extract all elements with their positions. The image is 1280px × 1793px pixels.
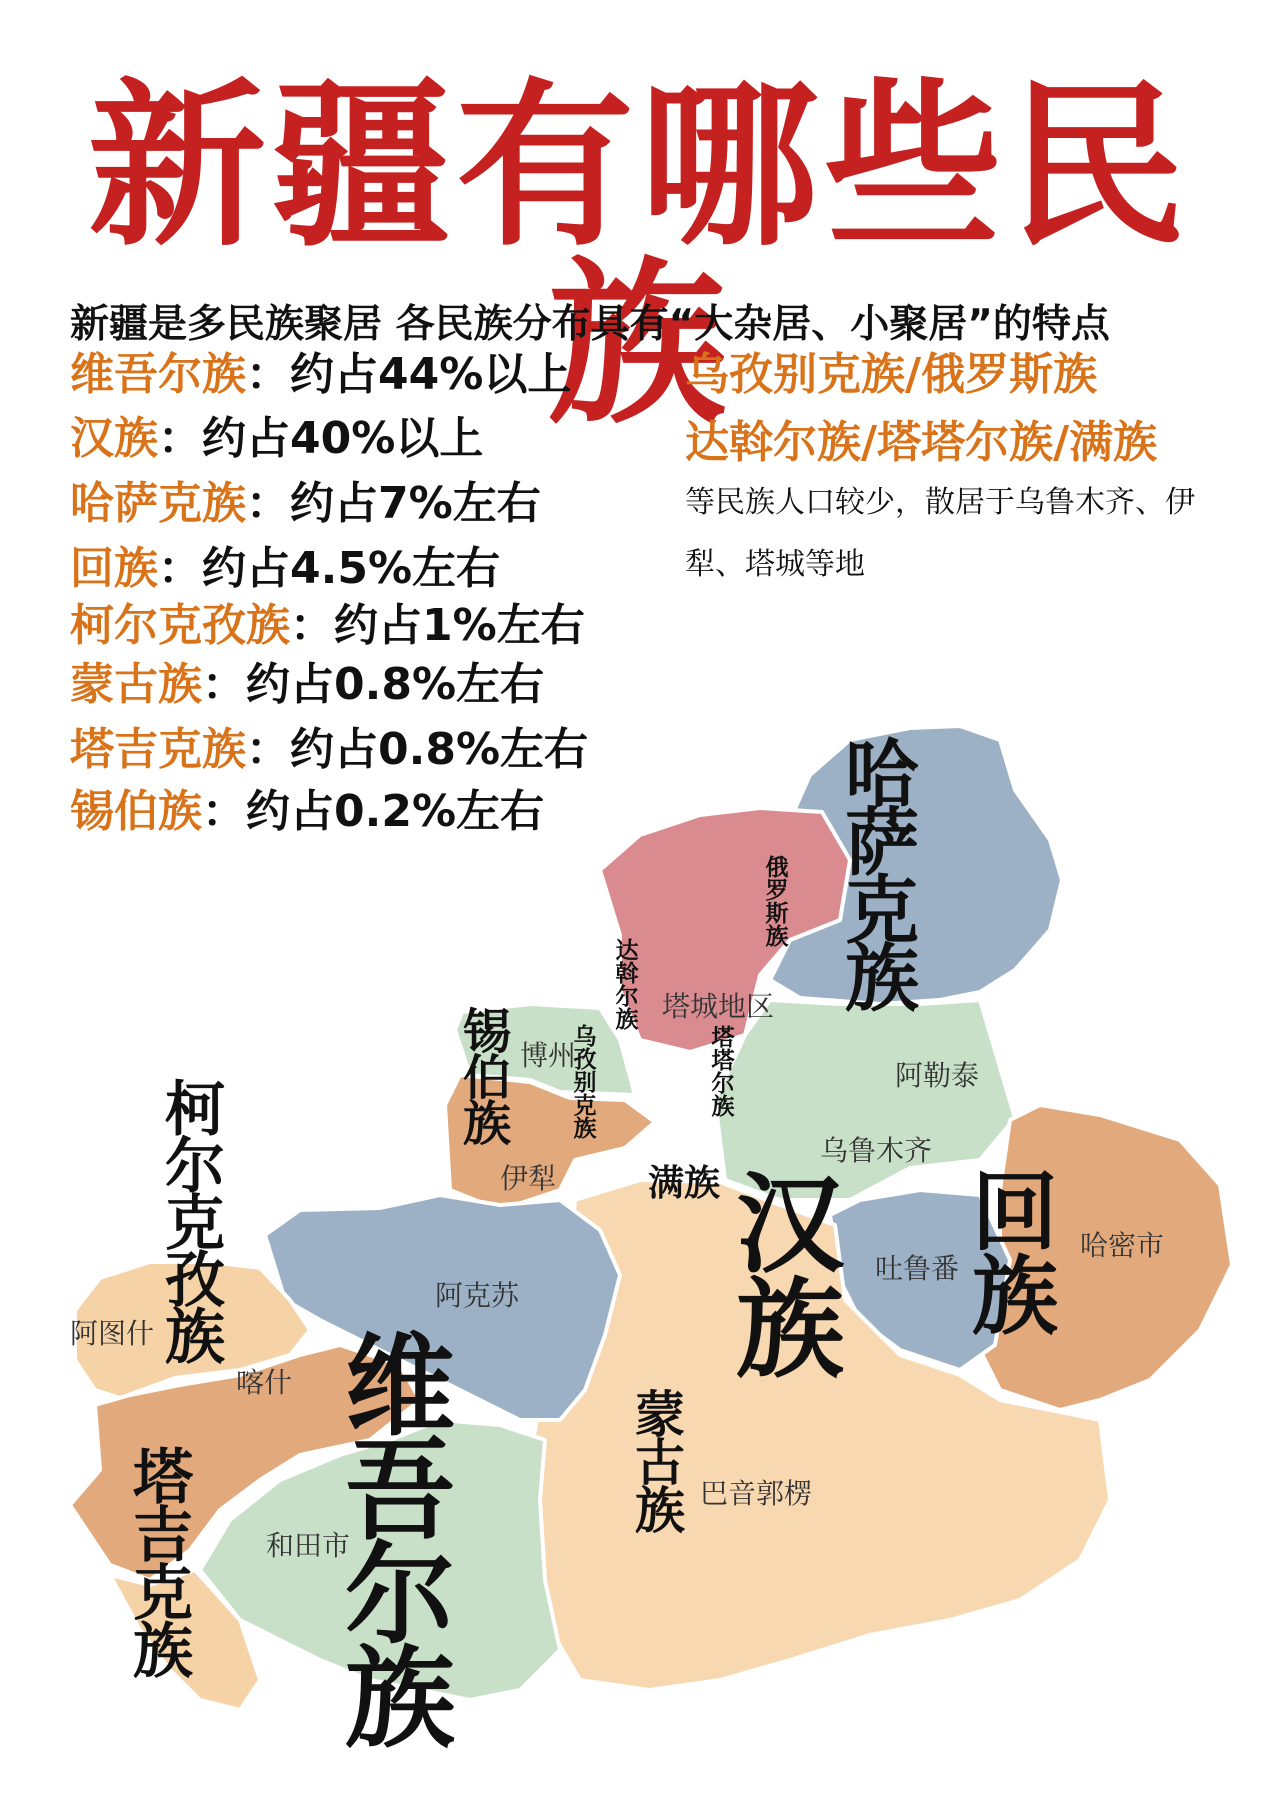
place-bayingol: 巴音郭楞 [700, 1477, 813, 1510]
stat-ethnicity: 柯尔克孜族 [70, 600, 290, 651]
ethnic-label-uzbek: 乌孜别克族 [573, 1024, 597, 1142]
stat-ethnicity: 维吾尔族 [70, 349, 246, 400]
ethnic-label-tatar: 塔塔尔族 [711, 1025, 735, 1120]
stat-ethnicity: 塔吉克族 [70, 724, 246, 775]
stat-value: ：约占7%左右 [246, 478, 541, 529]
place-hami: 哈密市 [1080, 1229, 1165, 1262]
ethnic-label-kyrgyz: 柯尔克孜族 [165, 1075, 225, 1373]
minority-line-1: 乌孜别克族/俄罗斯族 [685, 349, 1098, 400]
ethnic-label-xibe: 锡伯族 [462, 1004, 512, 1152]
place-tacheng: 塔城地区 [662, 990, 775, 1023]
ethnic-label-mongol: 蒙古族 [635, 1386, 685, 1540]
ethnic-label-russian: 俄罗斯族 [765, 855, 789, 950]
stat-ethnicity: 汉族 [70, 413, 158, 464]
ethnic-label-tajik: 塔吉克族 [133, 1443, 193, 1687]
page-subtitle: 新疆是多民族聚居 各民族分布具有“大杂居、小聚居”的特点 [70, 302, 1110, 347]
ethnic-label-manchu: 满族 [648, 1163, 721, 1204]
stat-ethnicity: 蒙古族 [70, 659, 202, 710]
place-aksu: 阿克苏 [435, 1279, 520, 1312]
ethnic-label-han: 汉族 [735, 1163, 845, 1393]
ethnic-label-uyghur: 维吾尔族 [345, 1323, 455, 1763]
stat-value: ：约占1%左右 [290, 600, 585, 651]
stat-value: ：约占44%以上 [246, 349, 572, 400]
stat-ethnicity: 回族 [70, 543, 158, 594]
place-urumqi: 乌鲁木齐 [820, 1134, 933, 1167]
minority-note: 等民族人口较少，散居于乌鲁木齐、伊犁、塔城等地 [685, 485, 1195, 582]
stat-value: ：约占0.2%左右 [202, 786, 545, 837]
stat-ethnicity: 锡伯族 [70, 786, 202, 837]
place-hotan: 和田市 [266, 1529, 351, 1562]
place-yili: 伊犁 [500, 1162, 557, 1195]
place-atushi: 阿图什 [70, 1317, 155, 1350]
page-title: 新疆有哪些民族 [88, 63, 1192, 448]
stat-value: ：约占4.5%左右 [158, 543, 501, 594]
place-turpan: 吐鲁番 [875, 1252, 960, 1285]
ethnic-label-kazakh: 哈萨克族 [845, 732, 919, 1022]
place-bozhou: 博州 [520, 1039, 577, 1072]
ethnic-label-daur: 达斡尔族 [615, 938, 639, 1033]
minority-line-2: 达斡尔族/塔塔尔族/满族 [685, 417, 1158, 468]
ethnic-label-hui: 回族 [972, 1163, 1058, 1347]
place-altay: 阿勒泰 [895, 1059, 980, 1092]
stat-value: ：约占0.8%左右 [246, 724, 589, 775]
place-kashi: 喀什 [236, 1366, 293, 1399]
stat-ethnicity: 哈萨克族 [70, 478, 246, 529]
stat-value: ：约占0.8%左右 [202, 659, 545, 710]
stat-value: ：约占40%以上 [158, 413, 484, 464]
